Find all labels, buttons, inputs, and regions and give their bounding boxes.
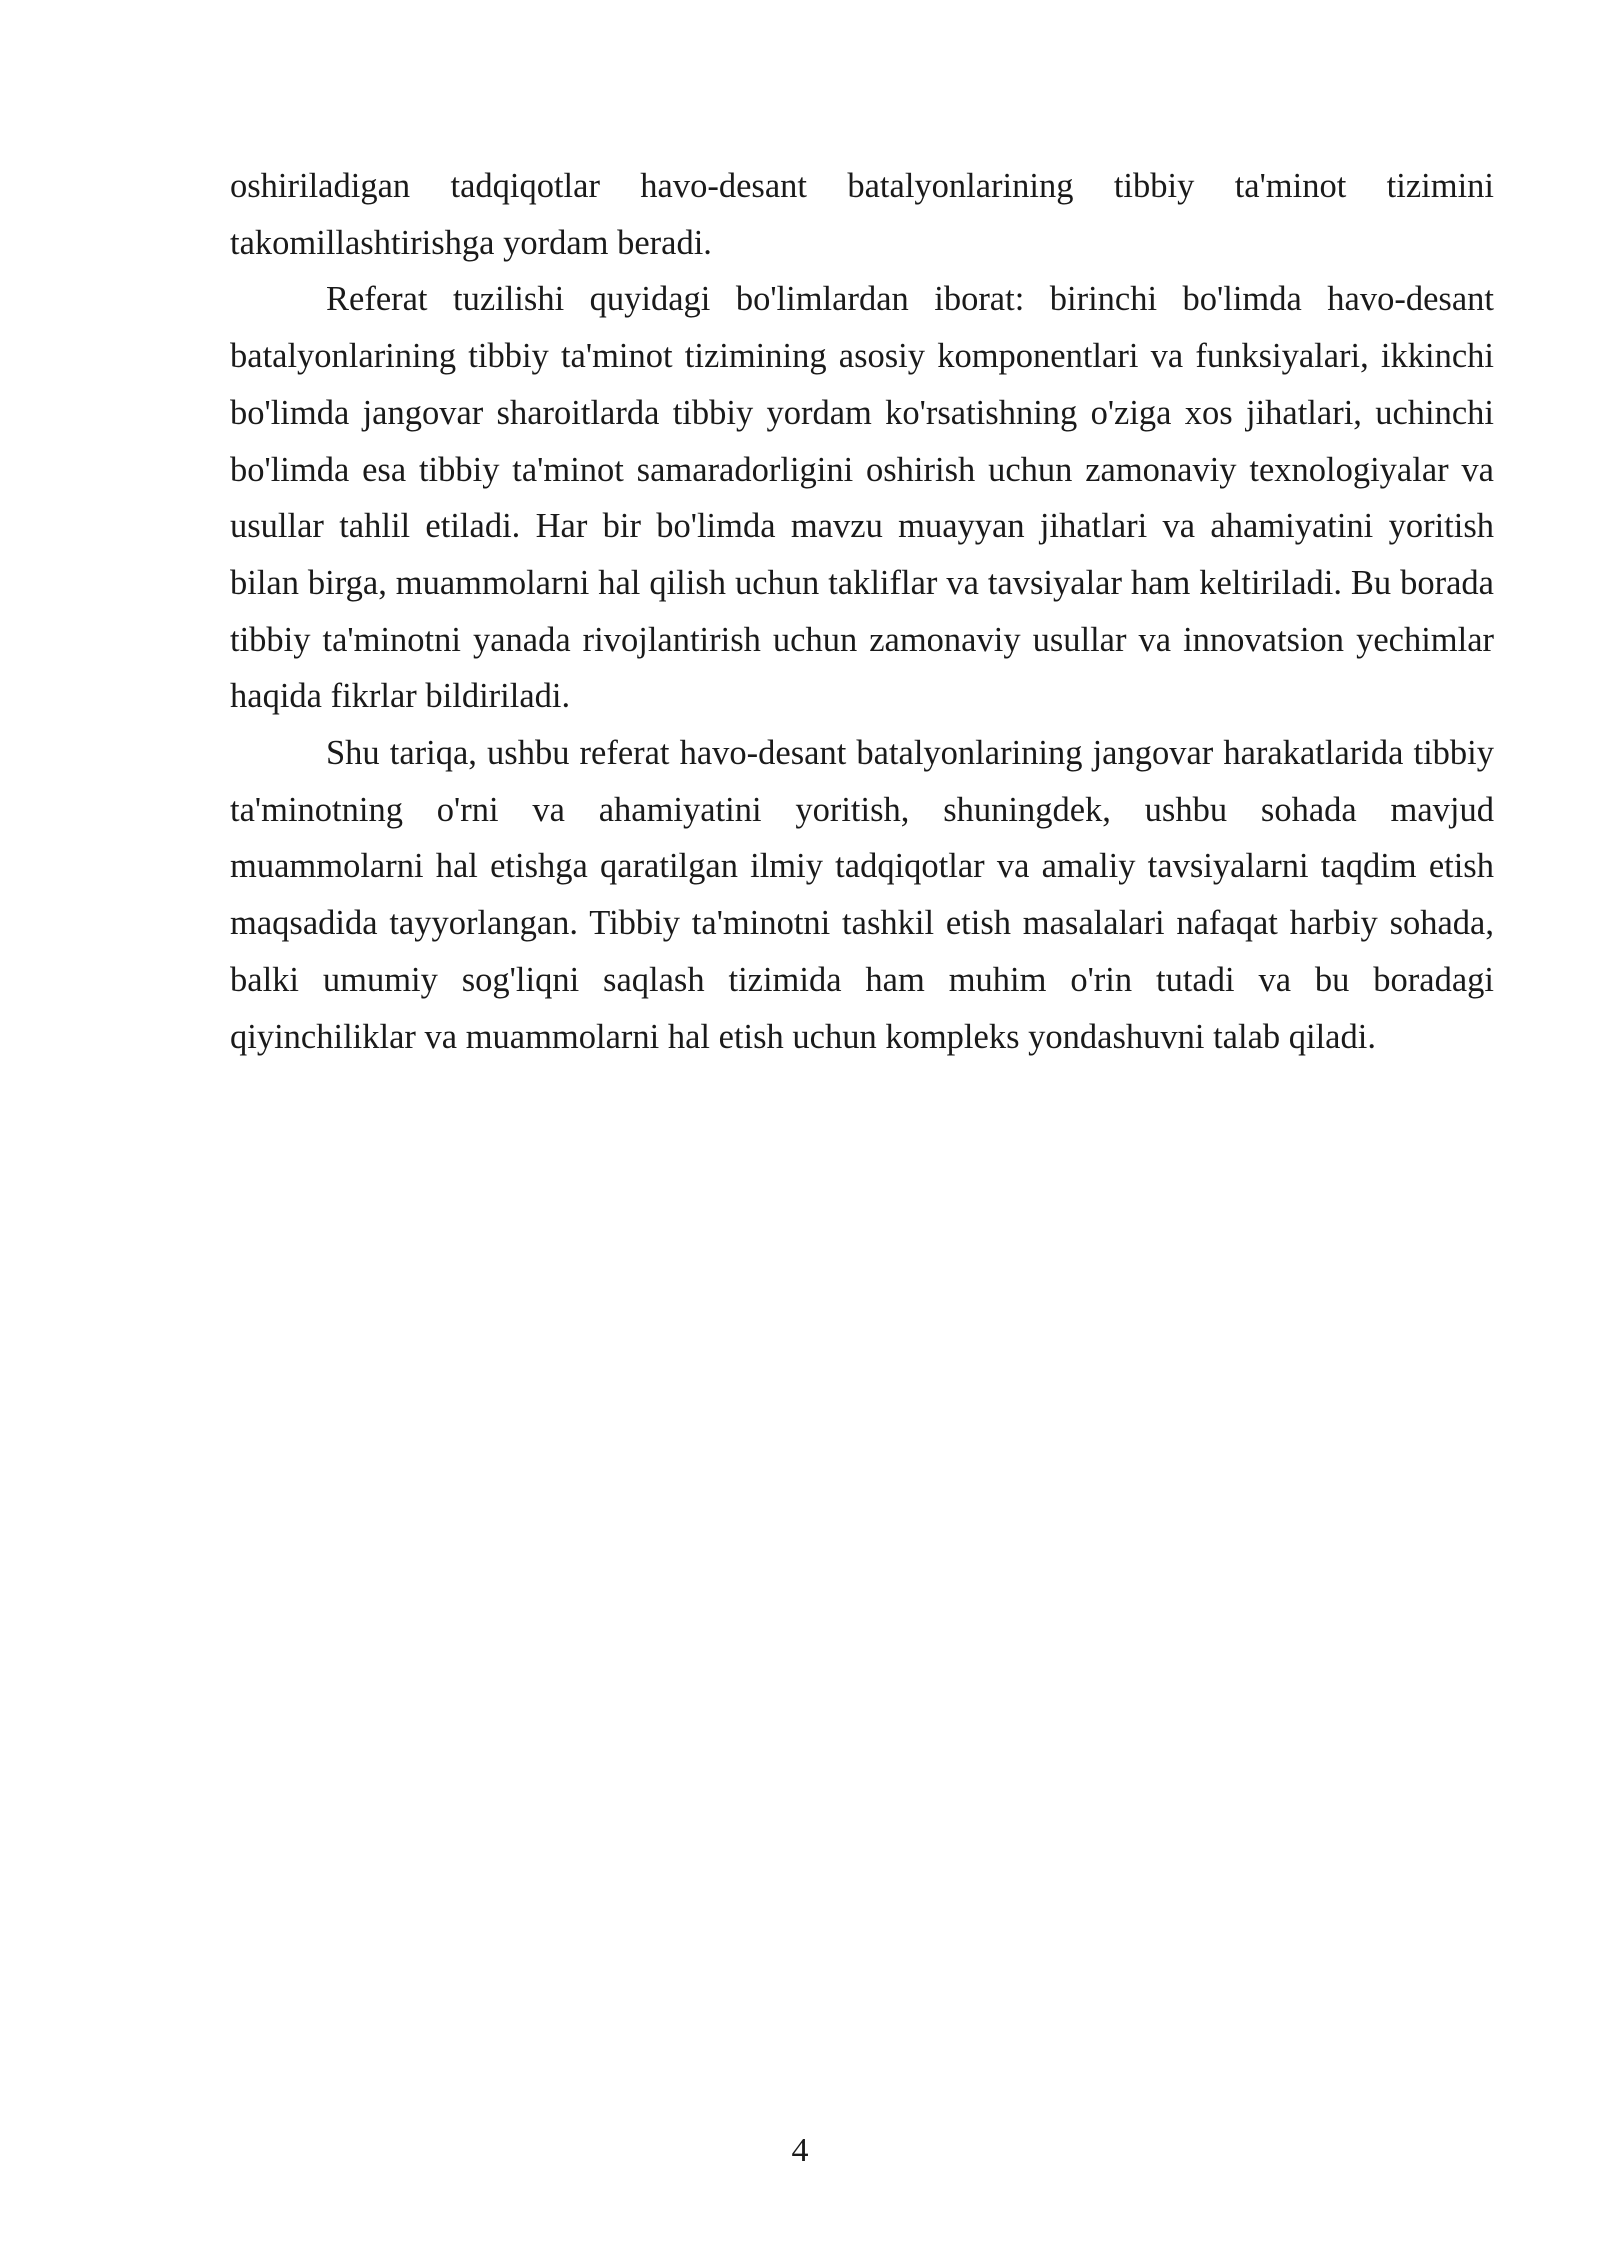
paragraph-structure: Referat tuzilishi quyidagi bo'limlardan iborat: birinchi bo'limda havo-desant batalyonlarining tibbiy ta'minot tizimining asosiy komponentlari va funksiyalari, ikkinchi bo'limda jangovar sharoitlarda tibbiy yordam ko'rsatishning o'ziga xos jihatlari, uchinchi bo'limda esa tibbiy ta'minot samaradorligini oshirish uchun zamonaviy texnologiyalar va usullar tahlil etiladi. Har bir bo'limda mavzu muayyan jihatlari va ahamiyatini yoritish bilan birga, muammolarni hal qilish uchun takliflar va tavsiyalar ham keltiriladi. Bu borada tibbiy ta'minotni yanada rivojlantirish uchun zamonaviy usullar va innovatsion yechimlar haqida fikrlar bildiriladi. <box>230 280 1494 716</box>
paragraph-conclusion: Shu tariqa, ushbu referat havo-desant batalyonlarining jangovar harakatlarida tibbiy ta'minotning o'rni va ahamiyatini yoritish, shuningdek, ushbu sohada mavjud muammolarni hal etishga qaratilgan ilmiy tadqiqotlar va amaliy tavsiyalarni taqdim etish maqsadida tayyorlangan. Tibbiy ta'minotni tashkil etish masalalari nafaqat harbiy sohada, balki umumiy sog'liqni saqlash tizimida ham muhim o'rin tutadi va bu boradagi qiyinchiliklar va muammolarni hal etish uchun kompleks yondashuvni talab qiladi. <box>230 734 1494 1056</box>
paragraph-continuation: oshiriladigan tadqiqotlar havo-desant batalyonlarining tibbiy ta'minot tizimini takomillashtirishga yordam beradi. <box>230 167 1494 262</box>
document-body <box>230 158 1494 1065</box>
page-number: 4 <box>791 2132 809 2169</box>
